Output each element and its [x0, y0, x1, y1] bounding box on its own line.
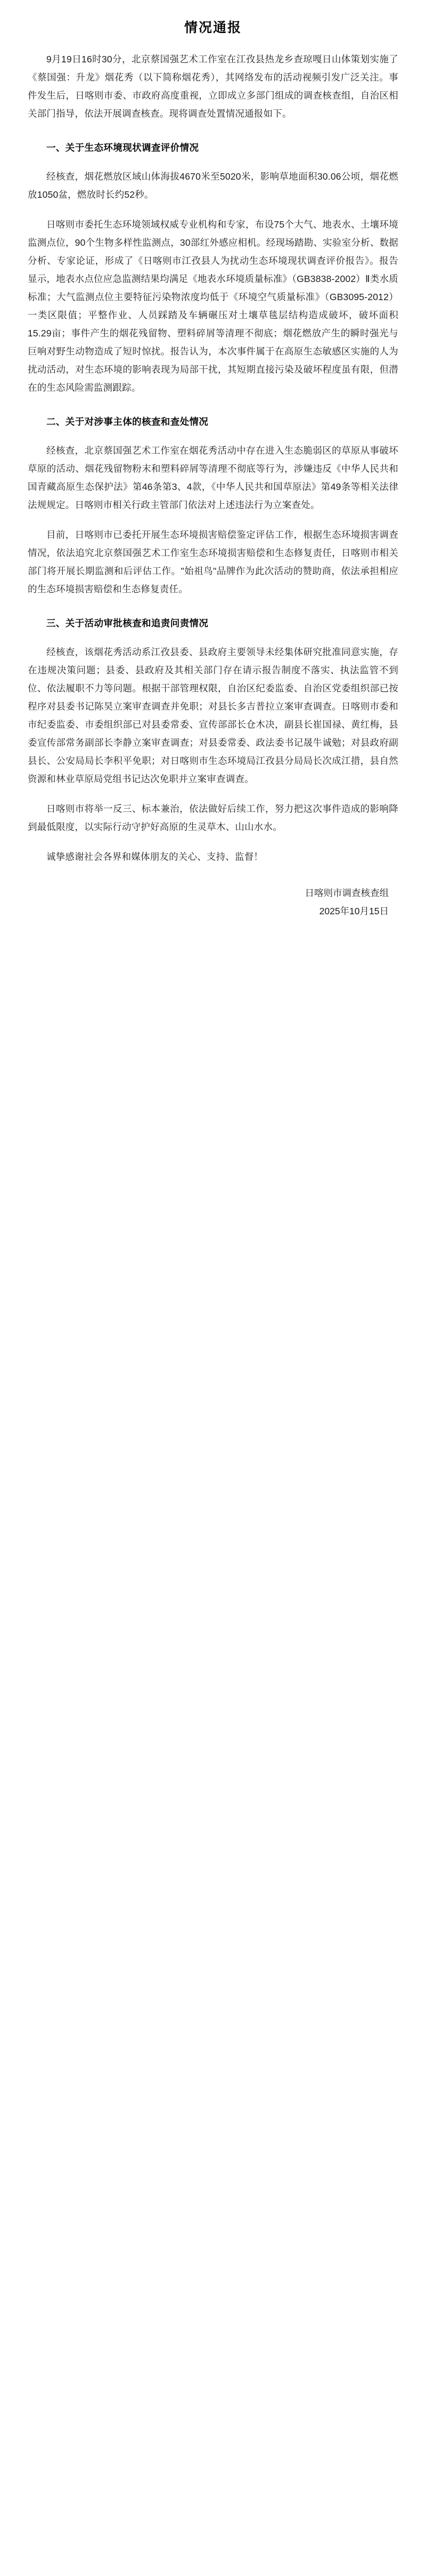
signature-date: 2025年10月15日	[319, 906, 389, 916]
section-heading-3: 三、关于活动审批核查和追责问责情况	[46, 618, 209, 629]
section-heading-1: 一、关于生态环境现状调查评价情况	[46, 142, 199, 153]
section-3-paragraph-3: 诚挚感谢社会各界和媒体朋友的关心、支持、监督！	[46, 851, 264, 862]
section-2-paragraph-1: 经核查，北京蔡国强艺术工作室在烟花秀活动中存在进入生态脆弱区的草原从事破坏草原的活动、烟花残留物粉末和塑料碎屑等清理不彻底等行为，涉嫌违反《中华人民共和国青藏高原生态保护法》第46条第3、4款，《中华人民共和国草原法》第49条等相关法律法规规定。日喀则市相关行政主管部门依法对上述违法行为立案查处。	[28, 445, 398, 510]
document-page	[0, 0, 426, 941]
intro-paragraph: 9月19日16时30分，北京蔡国强艺术工作室在江孜县热龙乡查琼嘎日山体策划实施了《蔡国强：升龙》烟花秀（以下简称烟花秀），其网络发布的活动视频引发广泛关注。事件发生后，日喀则市委、市政府高度重视，立即成立多部门组成的调查核查组，自治区相关部门指导，依法开展调查核查。现将调查处置情况通报如下。	[28, 54, 398, 119]
section-heading-2: 二、关于对涉事主体的核查和查处情况	[46, 416, 209, 427]
signature-author: 日喀则市调查核查组	[305, 888, 389, 898]
section-2-paragraph-2: 目前，日喀则市已委托开展生态环境损害赔偿鉴定评估工作，根据生态环境损害调查情况，依法追究北京蔡国强艺术工作室生态环境损害赔偿和生态修复责任，日喀则市相关部门将开展长期监测和后评估工作。"始祖鸟"品牌作为此次活动的赞助商，依法承担相应的生态环境损害赔偿和生态修复责任。	[28, 529, 398, 594]
section-1-paragraph-1: 经核查，烟花燃放区域山体海拔4670米至5020米，影响草地面积30.06公顷，烟花燃放1050盆，燃放时长约52秒。	[28, 171, 398, 200]
page-title: 情况通报	[184, 20, 242, 35]
section-1-paragraph-2: 日喀则市委托生态环境领域权威专业机构和专家，布设75个大气、地表水、土壤环境监测点位，90个生物多样性监测点，30部红外感应相机。经现场踏勘、实验室分析、数据分析、专家论证，形成了《日喀则市江孜县人为扰动生态环境现状调查评价报告》。报告显示，地表水点位应急监测结果均满足《地表水环境质量标准》（GB3838-2002）Ⅱ类水质标准；大气监测点位主要特征污染物浓度均低于《环境空气质量标准》（GB3095-2012）一类区限值；平整作业、人员踩踏及车辆碾压对土壤草毯层结构造成破坏，破坏面积15.29亩；事件产生的烟花残留物、塑料碎屑等清理不彻底；烟花燃放产生的瞬时强光与巨响对野生动物造成了短时惊扰。报告认为，本次事件属于在高原生态敏感区实施的人为扰动活动，对生态环境的影响表现为局部干扰，其短期直接污染及破坏程度虽有限，但潜在的生态风险需监测跟踪。	[28, 219, 398, 393]
section-3-paragraph-1: 经核查，该烟花秀活动系江孜县委、县政府主要领导未经集体研究批准同意实施，存在违规决策问题；县委、县政府及其相关部门存在请示报告制度不落实、执法监管不到位、依法履职不力等问题。根据干部管理权限，自治区纪委监委、自治区党委组织部已按程序对县委书记陈昊立案审查调查并免职；对县长多吉普拉立案审查调查。日喀则市委和市纪委监委、市委组织部已对县委常委、宣传部部长仓木决，副县长崔国禄、黄红梅，县委宣传部常务副部长李静立案审查调查；对县委常委、政法委书记晟牛诚勉；对县政府副县长、公安局局长李积平免职；对日喀则市生态环境局江孜县分局局长次成江措，县自然资源和林业草原局党组书记达次免职并立案审查调查。	[28, 647, 398, 784]
section-3-paragraph-2: 日喀则市将举一反三、标本兼治，依法做好后续工作，努力把这次事件造成的影响降到最低限度，以实际行动守护好高原的生灵草木、山山水水。	[28, 803, 398, 832]
signature-block	[28, 884, 398, 920]
